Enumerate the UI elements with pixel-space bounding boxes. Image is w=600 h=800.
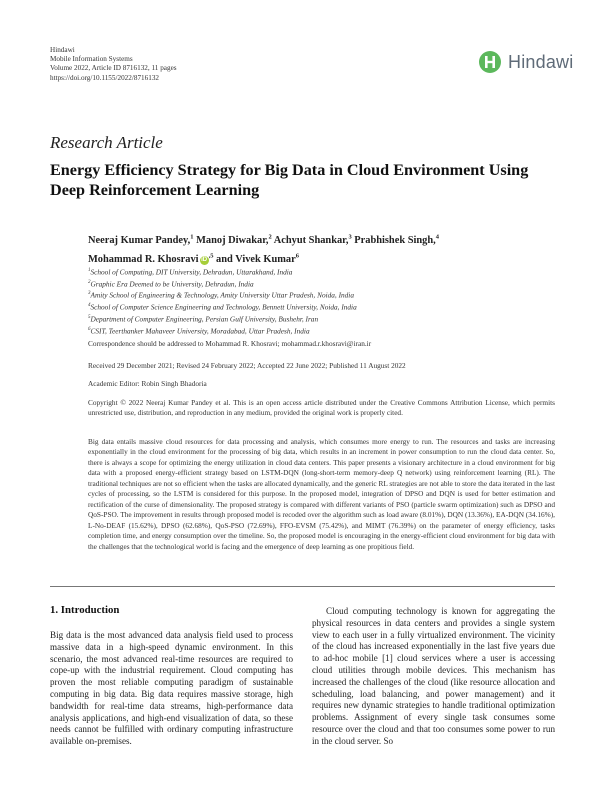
author[interactable]: and Vivek Kumar$^6$: [213, 252, 299, 266]
author[interactable]: Achyut Shankar,$^3$: [271, 234, 352, 247]
author[interactable]: Manoj Diwakar,$^2$: [193, 234, 272, 247]
section-divider: [50, 586, 555, 587]
publisher-name: Hindawi: [50, 46, 75, 54]
orcid-icon[interactable]: iD: [201, 257, 208, 264]
article-type: Research Article: [50, 133, 163, 152]
hindawi-logo-icon: [478, 50, 502, 74]
affiliation: $^4$School of Computer Science Engineering and Technology, Bennett University, Noida, India: [88, 302, 357, 312]
author-list: [88, 230, 568, 268]
body-column-right: [312, 606, 555, 748]
copyright-notice: Copyright © 2022 Neeraj Kumar Pandey et al. This is an open access article distributed under the Creative Commons Attribution License, which permits unrestricted use, distribution, and reproduction in any medium, provided the original work is properly cited.: [88, 398, 555, 418]
correspondence: Correspondence should be addressed to Mohammad R. Khosravi; mohammad.r.khosravi@iran.ir: [88, 339, 372, 348]
author[interactable]: Mohammad R. Khosravi $iD^{,5}$: [88, 252, 214, 266]
article-title: Energy Efficiency Strategy for Big Data in Cloud Environment Using Deep Reinforcement Learning: [50, 161, 529, 199]
body-paragraph: Cloud computing technology is known for aggregating the physical resources in data centers and provides a single system view to each user in a fully virtualized environment. The vicinity of the cloud has increased exponentially in the last five years due to ad-hoc mobile [1] cloud services where a user is accessing cloud utilities through mobile devices. This mechanism has increased the challenges of the cloud (like resource allocation and scheduling, load balancing, and power management) and it requires new dynamic strategies to handle traditional optimization problems. Assignment of every single task consumes some resource over the cloud and that too consumes some power to run in the cloud server. So: [312, 606, 555, 746]
abstract: Big data entails massive cloud resources for data processing and analysis, which consumes more energy to run. The resources and tasks are increasing exponentially in the cloud environment for the processing of big data, which results in an increment in power consumption to run the cloud data center. So, there is always a scope for optimizing the energy utilization in cloud data centers. This paper presents a visionary architecture in a cloud environment for big data with a proposed energy-efficient strategy based on LSTM-DQN (long-short-term memory-deep Q network) using reinforcement learning (RL). The traditional techniques are not so efficient when the tasks are allocated dynamically, and the generic RL strategies are not able to store the data iterated in the last cycles of processing, so the LSTM is considered for this purpose. In the proposed model, integration of DPSO and DQN is used for better estimation and rectification of the curse of dimensionality. The proposed strategy is compared with different variants of PSO (particle swarm optimization) such as DPSO and QoS-PSO. The improvement in results through proposed model is recoded over the algorithm such as load aware (8.01%), DQN (13.36%), EA-DQN (34.16%), L-No-DEAF (15.62%), DPSO (62.68%), QoS-PSO (72.69%), FFO-EVSM (75.42%), and MIMT (76.39%) on the parameter of energy efficiency, tasks completion time, and energy consumption over the timeline. So, the proposed model is encouraging in the energy-efficient cloud environment for big data with the challenges that the technological world is facing and the emergence of deep learning as one propitious field.: [88, 437, 555, 551]
affiliation: $^1$School of Computing, DIT University, Dehradun, Uttarakhand, India: [88, 267, 293, 277]
section-heading: 1. Introduction: [50, 604, 120, 616]
journal-name: Mobile Information Systems: [50, 55, 133, 64]
journal-info: [50, 46, 177, 83]
author[interactable]: Neeraj Kumar Pandey,$^1$: [88, 234, 194, 247]
logo-wordmark: Hindawi: [508, 51, 574, 72]
body-column-left: Big data is the most advanced data analysis field used to process massive data in a high-speed dynamic environment. In this scenario, the most advanced real-time resources are required to cope-up with the industrial requirement. Cloud computing has proven the most reliable computing paradigm of sustainable computing in big data. Big data requires massive storage, high bandwidth for real-time data streams, high-performance data analysis applications, and high-end visualization of data, so these needs cannot be fulfilled with ordinary computing infrastructure available on-premises.: [50, 630, 293, 747]
doi-link[interactable]: https://doi.org/10.1155/2022/8716132: [50, 73, 160, 82]
author[interactable]: Prabhishek Singh,$^4$: [351, 234, 439, 247]
academic-editor: Academic Editor: Robin Singh Bhadoria: [88, 379, 207, 388]
affiliation: $^5$Department of Computer Engineering, Persian Gulf University, Bushehr, Iran: [88, 314, 319, 324]
affiliation: $^3$Amity School of Engineering & Technology, Amity University Uttar Pradesh, Noida, India: [88, 290, 354, 300]
affiliation: $^6$CSIT, Teerthanker Mahaveer University, Moradabad, Uttar Pradesh, India: [88, 326, 310, 336]
affiliation: $^2$Graphic Era Deemed to be University, Dehradun, India: [88, 279, 254, 289]
affiliation-list: [88, 266, 568, 336]
hindawi-logo[interactable]: [478, 50, 573, 74]
volume-info: Volume 2022, Article ID 8716132, 11 pages: [50, 64, 177, 73]
publication-dates: Received 29 December 2021; Revised 24 February 2022; Accepted 22 June 2022; Published 11 August 2022: [88, 361, 406, 370]
